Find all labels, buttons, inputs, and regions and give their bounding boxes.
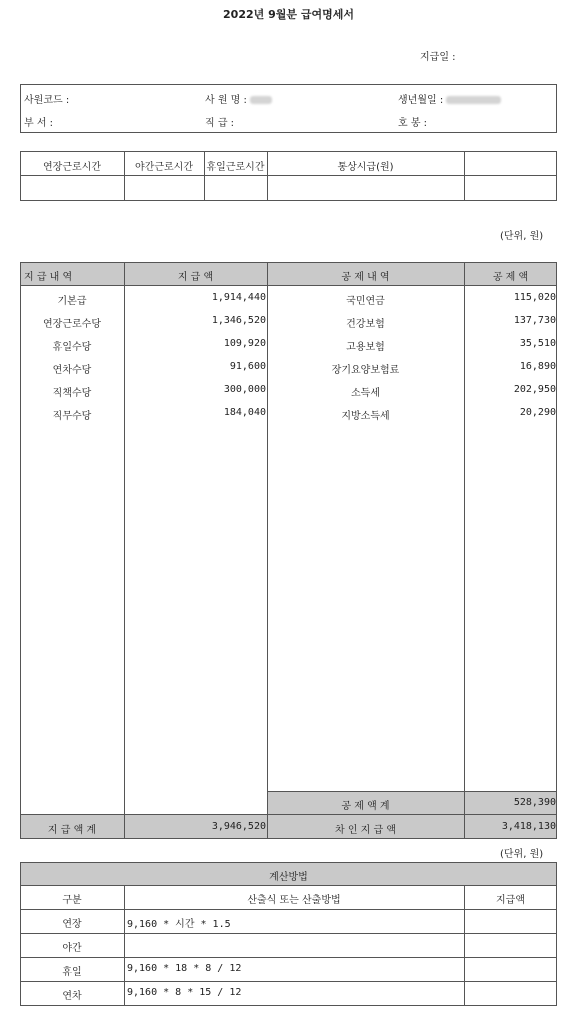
pay-item-amount: 300,000	[223, 384, 266, 395]
pay-date-label: 지급일 :	[420, 52, 456, 63]
deduction-item-name: 국민연금	[346, 296, 385, 307]
pay-item-amount: 109,920	[223, 338, 266, 349]
pay-total-amount: 3,946,520	[211, 821, 266, 832]
position-label: 직 급 :	[205, 118, 235, 129]
deduction-item-amount: 16,890	[519, 361, 556, 372]
unit-label: (단위, 원)	[500, 231, 544, 242]
calc-formula: 9,160 * 18 * 8 / 12	[127, 963, 242, 974]
deduction-item-amount: 20,290	[519, 407, 556, 418]
employee-name-label: 사 원 명 :	[205, 91, 272, 106]
redacted-birth-date	[446, 96, 501, 104]
pay-item-amount: 184,040	[223, 407, 266, 418]
deduction-item-header: 공 제 내 역	[341, 272, 390, 283]
deduction-item-amount: 115,020	[513, 292, 556, 303]
net-pay-label: 차 인 지 급 액	[334, 825, 396, 836]
pay-total-label: 지 급 액 계	[47, 825, 97, 836]
redacted-name	[250, 96, 272, 104]
calc-category-header: 구분	[62, 895, 82, 906]
deduction-total-label: 공 제 액 계	[341, 801, 390, 812]
department-label: 부 서 :	[24, 118, 54, 129]
deduction-amount-header: 공 제 액	[492, 272, 529, 283]
unit-label-bottom: (단위, 원)	[500, 849, 544, 860]
pay-item-name: 연차수당	[52, 365, 92, 376]
deduction-item-name: 고용보험	[346, 342, 385, 353]
holiday-hours-header: 휴일근로시간	[206, 162, 265, 173]
calculation-title: 계산방법	[269, 872, 308, 883]
deduction-item-name: 건강보험	[346, 319, 385, 330]
pay-item-name: 직무수당	[52, 411, 92, 422]
net-pay-amount: 3,418,130	[501, 821, 556, 832]
calc-category: 연장	[62, 919, 82, 930]
deduction-total-amount: 528,390	[513, 797, 556, 808]
calc-category: 야간	[62, 943, 82, 954]
calc-category: 연차	[62, 991, 82, 1002]
pay-item-name: 직책수당	[52, 388, 92, 399]
night-hours-header: 야간근로시간	[135, 162, 193, 173]
pay-item-amount: 1,346,520	[211, 315, 266, 326]
calc-formula: 9,160 * 8 * 15 / 12	[127, 987, 242, 998]
deduction-item-name: 장기요양보험료	[331, 365, 400, 376]
birth-date-label: 생년월일 :	[398, 91, 501, 106]
deduction-item-name: 지방소득세	[341, 411, 390, 422]
pay-item-amount: 91,600	[229, 361, 266, 372]
pay-item-name: 연장근로수당	[43, 319, 101, 330]
calc-amount-header: 지급액	[496, 895, 525, 906]
document-title: 2022년 9월분 급여명세서	[223, 8, 354, 21]
calculation-table	[20, 862, 557, 1006]
grade-label: 호 봉 :	[398, 118, 428, 129]
pay-item-name: 휴일수당	[52, 342, 92, 353]
deduction-item-amount: 137,730	[513, 315, 556, 326]
hourly-wage-header: 통상시급(원)	[337, 162, 394, 173]
calc-formula: 9,160 * 시간 * 1.5	[127, 919, 231, 930]
calc-category: 휴일	[62, 967, 82, 978]
overtime-hours-header: 연장근로시간	[43, 162, 101, 173]
deduction-item-amount: 35,510	[519, 338, 556, 349]
deduction-item-amount: 202,950	[513, 384, 556, 395]
employee-code-label: 사원코드 :	[24, 95, 70, 106]
calc-formula-header: 산출식 또는 산출방법	[247, 895, 341, 906]
pay-item-name: 기본급	[57, 296, 87, 307]
pay-amount-header: 지 급 액	[177, 272, 214, 283]
deduction-item-name: 소득세	[351, 388, 380, 399]
pay-item-header: 지 급 내 역	[24, 272, 73, 283]
pay-item-amount: 1,914,440	[211, 292, 266, 303]
